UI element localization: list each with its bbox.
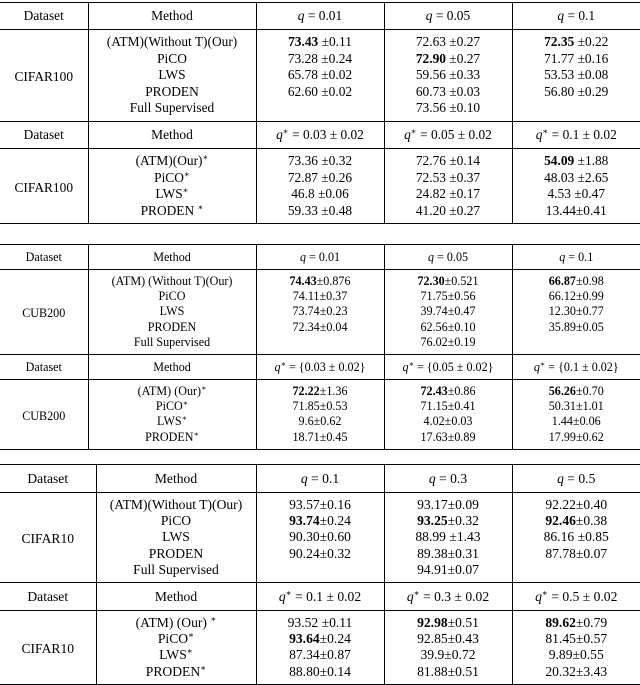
header-cell: q = 0.05: [384, 3, 512, 30]
value-cell: 53.53 ±0.08: [544, 67, 609, 83]
header-cell: Method: [88, 245, 256, 270]
method-cell: LWS: [88, 67, 256, 84]
header-cell: q = 0.1: [512, 3, 640, 30]
header-cell: Method: [88, 355, 256, 380]
method-cell: (ATM) (Our)∗: [88, 380, 256, 400]
dataset-cell: CUB200: [0, 380, 88, 450]
value-cell: 87.34±0.87: [256, 647, 384, 663]
value-cell: 93.64±0.24: [256, 631, 384, 647]
value-cell: 56.80 ±0.29: [544, 83, 609, 99]
header-cell: q∗ = {0.05 ± 0.02}: [384, 355, 512, 380]
header-cell: Dataset: [0, 121, 88, 148]
table-row: [0, 170, 640, 187]
table-row: [0, 430, 640, 450]
results-table-cifar10: [0, 464, 640, 685]
value-cell: 81.45±0.57: [545, 631, 608, 647]
value-cell: 72.87 ±0.26: [256, 170, 384, 187]
table-row: [0, 148, 640, 169]
header-cell: Dataset: [0, 245, 88, 270]
table-row: [0, 546, 640, 562]
value-cell: 54.09 ±1.88: [544, 152, 609, 168]
table-row: [0, 529, 640, 545]
method-cell: (ATM)(Without T)(Our): [96, 493, 256, 514]
header-cell: q∗ = 0.5 ± 0.02: [512, 583, 640, 611]
header-cell: q∗ = {0.03 ± 0.02}: [256, 355, 384, 380]
header-cell: q = 0.1: [512, 245, 640, 270]
value-cell: 72.63 ±0.27: [384, 30, 512, 51]
method-cell: Full Supervised: [88, 100, 256, 121]
value-cell: 88.80±0.14: [256, 664, 384, 685]
value-cell: 72.35 ±0.22: [544, 34, 609, 49]
dataset-cell: CIFAR10: [0, 493, 96, 583]
dataset-cell: CIFAR100: [0, 30, 88, 122]
value-cell: 72.76 ±0.14: [384, 148, 512, 169]
table-row: [0, 562, 640, 583]
header-cell: q∗ = 0.1 ± 0.02: [512, 121, 640, 148]
table-row: [0, 203, 640, 224]
method-cell: (ATM) (Without T)(Our): [88, 270, 256, 290]
value-cell: 74.43±0.876: [256, 270, 384, 290]
value-cell: 59.56 ±0.33: [384, 67, 512, 84]
value-cell: 93.57±0.16: [256, 493, 384, 514]
value-cell: 72.90 ±0.27: [384, 51, 512, 68]
value-cell: 66.87±0.98: [548, 274, 604, 288]
value-cell: 73.56 ±0.10: [384, 100, 512, 121]
value-cell: 72.34±0.04: [256, 320, 384, 335]
header-cell: q∗ = 0.03 ± 0.02: [256, 121, 384, 148]
value-cell: [256, 335, 384, 355]
value-cell: 92.22±0.40: [545, 497, 608, 512]
method-cell: PiCO∗: [88, 399, 256, 414]
method-cell: PRODEN∗: [96, 664, 256, 685]
header-cell: q = 0.05: [384, 245, 512, 270]
value-cell: 60.73 ±0.03: [384, 84, 512, 101]
method-cell: PRODEN: [88, 320, 256, 335]
value-cell: 89.38±0.31: [384, 546, 512, 562]
value-cell: 41.20 ±0.27: [384, 203, 512, 224]
dataset-cell: CUB200: [0, 270, 88, 355]
method-cell: PRODEN: [88, 84, 256, 101]
value-cell: 62.60 ±0.02: [256, 84, 384, 101]
value-cell: 73.28 ±0.24: [256, 51, 384, 68]
value-cell: [256, 100, 384, 121]
value-cell: 59.33 ±0.48: [256, 203, 384, 224]
value-cell: 9.6±0.62: [256, 414, 384, 429]
table-row: [0, 270, 640, 290]
method-cell: LWS: [88, 304, 256, 319]
table-row: [0, 611, 640, 632]
method-cell: PiCO: [88, 289, 256, 304]
value-cell: 17.99±0.62: [512, 430, 640, 450]
header-cell: Method: [96, 465, 256, 493]
method-cell: (ATM)(Without T)(Our): [88, 30, 256, 51]
method-cell: PiCO∗: [96, 631, 256, 647]
header-row: [0, 3, 640, 30]
value-cell: 92.85±0.43: [384, 631, 512, 647]
value-cell: 93.52 ±0.11: [256, 611, 384, 632]
value-cell: 89.62±0.79: [545, 615, 608, 631]
value-cell: 71.77 ±0.16: [544, 50, 609, 66]
value-cell: 76.02±0.19: [384, 335, 512, 355]
header-cell: q = 0.3: [384, 465, 512, 493]
dataset-cell: CIFAR10: [0, 611, 96, 685]
results-table-cub200: [0, 244, 640, 450]
table-row: [0, 647, 640, 663]
table-row: [0, 100, 640, 121]
header-cell: Dataset: [0, 3, 88, 30]
table-row: [0, 414, 640, 429]
value-cell: 81.88±0.51: [384, 664, 512, 685]
value-cell: 73.36 ±0.32: [256, 148, 384, 169]
value-cell: 94.91±0.07: [384, 562, 512, 583]
value-cell: 72.43±0.86: [384, 380, 512, 400]
method-cell: PiCO: [88, 51, 256, 68]
header-cell: q∗ = 0.05 ± 0.02: [384, 121, 512, 148]
value-cell: 9.89±0.55: [548, 647, 604, 663]
method-cell: LWS∗: [96, 647, 256, 663]
results-table-cifar100: [0, 2, 640, 224]
value-cell: 66.12±0.99: [548, 289, 604, 304]
header-cell: q∗ = {0.1 ± 0.02}: [512, 355, 640, 380]
method-cell: LWS: [96, 529, 256, 545]
value-cell: 73.74±0.23: [256, 304, 384, 319]
method-cell: PRODEN∗: [88, 430, 256, 450]
value-cell: 4.02±0.03: [384, 414, 512, 429]
header-cell: q = 0.1: [256, 465, 384, 493]
method-cell: LWS∗: [88, 186, 256, 203]
header-cell: Dataset: [0, 465, 96, 493]
value-cell: 35.89±0.05: [548, 319, 604, 334]
header-row: [0, 245, 640, 270]
table-row: [0, 304, 640, 319]
value-cell: 12.30±0.77: [548, 304, 604, 319]
method-cell: PRODEN ∗: [88, 203, 256, 224]
method-cell: PiCO: [96, 513, 256, 529]
value-cell: 86.16 ±0.85: [543, 529, 609, 545]
table: [0, 2, 640, 224]
value-cell: 18.71±0.45: [256, 430, 384, 450]
header-cell: Dataset: [0, 583, 96, 611]
value-cell: 92.98±0.51: [384, 611, 512, 632]
value-cell: 1.44±0.06: [551, 414, 601, 429]
value-cell: 46.8 ±0.06: [256, 186, 384, 203]
method-cell: PRODEN: [96, 546, 256, 562]
method-cell: LWS∗: [88, 414, 256, 429]
value-cell: 20.32±3.43: [512, 664, 640, 685]
value-cell: [512, 100, 640, 121]
value-cell: 93.17±0.09: [384, 493, 512, 514]
value-cell: [512, 562, 640, 583]
table-row: [0, 664, 640, 685]
header-row: [0, 121, 640, 148]
header-cell: q∗ = 0.1 ± 0.02: [256, 583, 384, 611]
header-cell: Method: [96, 583, 256, 611]
value-cell: 4.53 ±0.47: [547, 186, 606, 202]
value-cell: 93.25±0.32: [384, 513, 512, 529]
header-row: [0, 583, 640, 611]
value-cell: 72.53 ±0.37: [384, 170, 512, 187]
value-cell: 71.15±0.41: [384, 399, 512, 414]
table-row: [0, 335, 640, 355]
header-row: [0, 355, 640, 380]
table-row: [0, 631, 640, 647]
value-cell: 92.46±0.38: [545, 513, 608, 529]
value-cell: 56.26±0.70: [548, 384, 604, 399]
header-cell: q∗ = 0.3 ± 0.02: [384, 583, 512, 611]
header-row: [0, 465, 640, 493]
dataset-cell: CIFAR100: [0, 148, 88, 223]
table-row: [0, 84, 640, 101]
value-cell: 17.63±0.89: [384, 430, 512, 450]
table: [0, 244, 640, 450]
value-cell: 90.30±0.60: [256, 529, 384, 545]
table-row: [0, 289, 640, 304]
value-cell: 73.43 ±0.11: [256, 30, 384, 51]
method-cell: (ATM)(Our)∗: [88, 148, 256, 169]
method-cell: PiCO∗: [88, 170, 256, 187]
table-row: [0, 513, 640, 529]
method-cell: Full Supervised: [88, 335, 256, 355]
value-cell: 93.74±0.24: [256, 513, 384, 529]
value-cell: 62.56±0.10: [384, 320, 512, 335]
header-cell: q = 0.01: [256, 3, 384, 30]
table-row: [0, 399, 640, 414]
method-cell: Full Supervised: [96, 562, 256, 583]
value-cell: 65.78 ±0.02: [256, 67, 384, 84]
header-cell: q = 0.01: [256, 245, 384, 270]
table-row: [0, 493, 640, 514]
value-cell: 39.74±0.47: [384, 304, 512, 319]
value-cell: 72.22±1.36: [256, 380, 384, 400]
value-cell: 87.78±0.07: [545, 545, 608, 561]
value-cell: 24.82 ±0.17: [384, 186, 512, 203]
table-row: [0, 51, 640, 68]
header-cell: q = 0.5: [512, 465, 640, 493]
table-row: [0, 186, 640, 203]
value-cell: 71.85±0.53: [256, 399, 384, 414]
value-cell: 90.24±0.32: [256, 546, 384, 562]
table-row: [0, 67, 640, 84]
table-row: [0, 320, 640, 335]
value-cell: 88.99 ±1.43: [384, 529, 512, 545]
value-cell: 13.44±0.41: [512, 203, 640, 224]
header-cell: Method: [88, 121, 256, 148]
header-cell: Method: [88, 3, 256, 30]
value-cell: 74.11±0.37: [256, 289, 384, 304]
value-cell: 71.75±0.56: [384, 289, 512, 304]
value-cell: 72.30±0.521: [384, 270, 512, 290]
table-row: [0, 30, 640, 51]
table-row: [0, 380, 640, 400]
value-cell: [256, 562, 384, 583]
value-cell: 50.31±1.01: [548, 399, 604, 414]
value-cell: [512, 335, 640, 355]
value-cell: 48.03 ±2.65: [544, 169, 609, 185]
method-cell: (ATM) (Our) ∗: [96, 611, 256, 632]
header-cell: Dataset: [0, 355, 88, 380]
value-cell: 39.9±0.72: [384, 647, 512, 663]
table: [0, 464, 640, 685]
